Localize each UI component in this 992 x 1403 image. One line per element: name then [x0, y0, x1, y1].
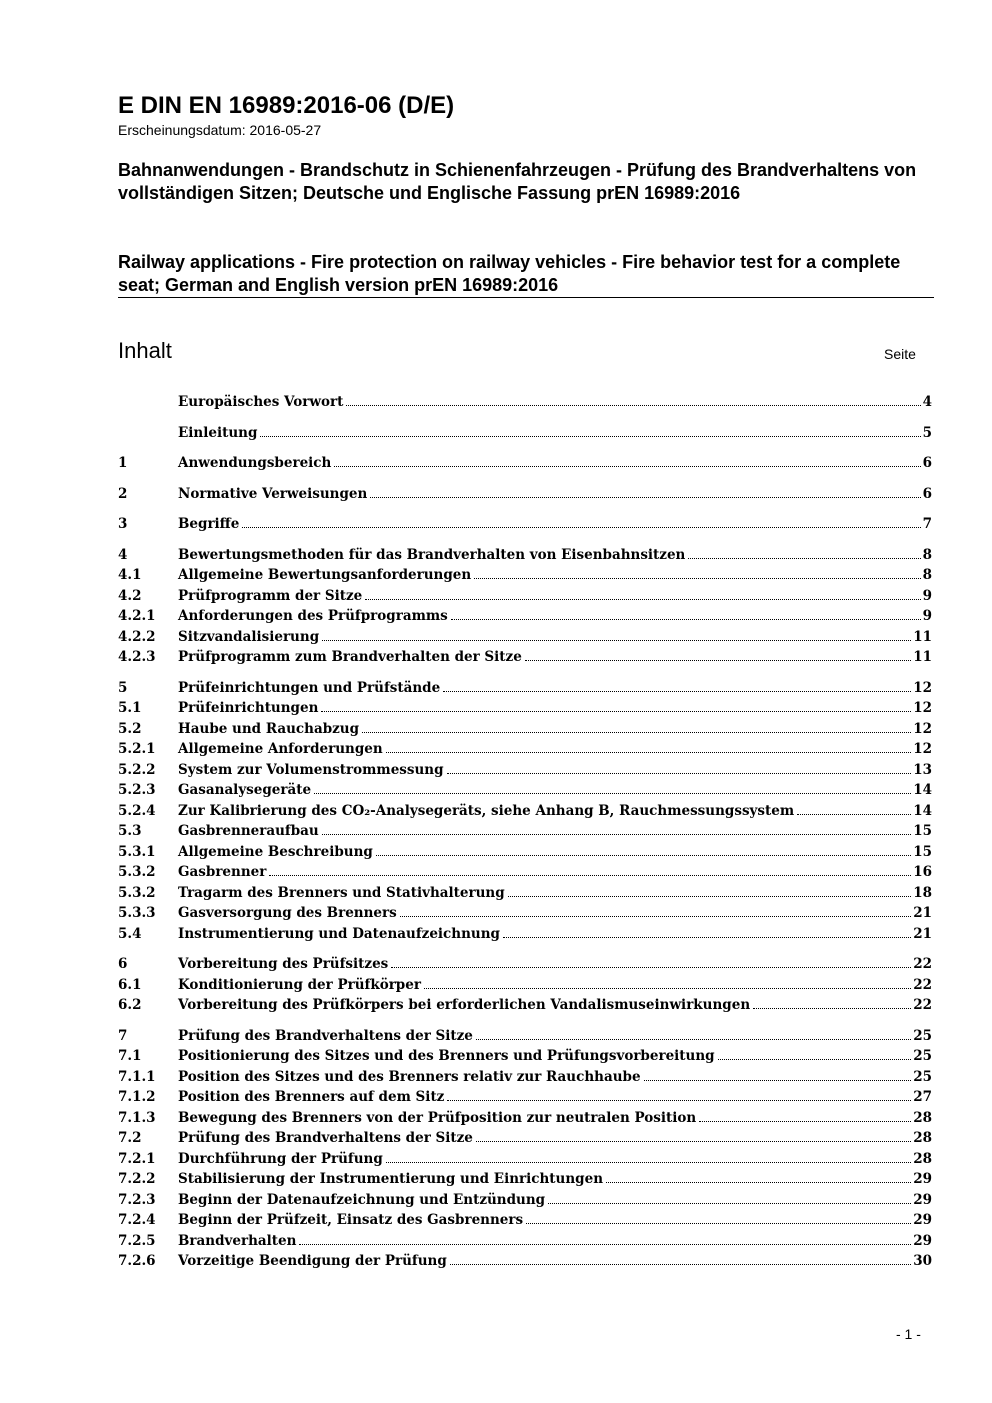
toc-entry-page: 25	[913, 1027, 932, 1044]
toc-entry[interactable]	[118, 905, 932, 926]
toc-entry[interactable]	[118, 649, 932, 670]
german-title: Bahnanwendungen - Brandschutz in Schienenfahrzeugen - Prüfung des Brandverhaltens von vollständigen Sitzen; Deutsche und Englische Fassung prEN 16989:2016	[118, 160, 917, 203]
toc-entry-title: Allgemeine Bewertungsanforderungen	[178, 567, 472, 583]
toc-dot-leader	[447, 1100, 911, 1101]
toc-entry-number: 5	[118, 679, 128, 696]
toc-entry-number: 7.2.2	[118, 1171, 156, 1187]
toc-entry-page: 27	[913, 1089, 932, 1105]
toc-entry-title: Begriffe	[178, 516, 240, 532]
toc-entry-page: 14	[913, 802, 932, 819]
toc-entry-page: 14	[913, 782, 932, 798]
toc-entry-title: Anforderungen des Prüfprogramms	[178, 608, 448, 624]
toc-entry-number: 5.4	[118, 925, 142, 942]
toc-entry-page: 21	[913, 905, 932, 921]
toc-entry-title: Prüfprogramm zum Brandverhalten der Sitze	[178, 649, 522, 665]
toc-entry-title: Tragarm des Brenners und Stativhalterung	[178, 884, 505, 901]
toc-entry-page: 25	[913, 1048, 932, 1064]
toc-entry[interactable]	[118, 1171, 932, 1192]
toc-entry[interactable]	[118, 956, 932, 977]
toc-entry-title: Vorzeitige Beendigung der Prüfung	[178, 1253, 447, 1269]
toc-dot-leader	[260, 436, 920, 437]
toc-dot-leader	[242, 527, 920, 528]
toc-entry-number: 5.3.2	[118, 864, 156, 880]
toc-entry-number: 6	[118, 956, 128, 972]
toc-entry-number: 4.2.1	[118, 608, 156, 624]
toc-dot-leader	[346, 405, 920, 406]
toc-dot-leader	[299, 1244, 911, 1245]
toc-entry-number: 4.2.3	[118, 649, 156, 665]
toc-dot-leader	[526, 1223, 911, 1224]
toc-entry-title: Gasversorgung des Brenners	[178, 905, 397, 921]
toc-entry-title: Normative Verweisungen	[178, 485, 368, 502]
toc-dot-leader	[508, 896, 912, 897]
toc-entry[interactable]	[118, 844, 932, 865]
toc-entry-number: 7.1.2	[118, 1089, 156, 1105]
toc-entry-title: Vorbereitung des Prüfsitzes	[178, 956, 389, 972]
toc-entry-title: Position des Brenners auf dem Sitz	[178, 1089, 445, 1105]
toc-dot-leader	[718, 1059, 912, 1060]
toc-entry-page: 12	[913, 700, 932, 716]
toc-entry-page: 4	[922, 394, 932, 410]
toc-entry[interactable]	[118, 486, 932, 507]
toc-entry[interactable]	[118, 700, 932, 721]
toc-entry-page: 29	[913, 1212, 932, 1228]
title-divider	[118, 297, 934, 298]
toc-entry-number: 5.1	[118, 700, 142, 716]
toc-entry-page: 13	[913, 761, 932, 778]
toc-entry[interactable]	[118, 864, 932, 885]
toc-entry-page: 16	[913, 864, 932, 880]
toc-entry[interactable]	[118, 455, 932, 476]
toc-entry-page: 8	[922, 546, 932, 563]
toc-entry-title: Europäisches Vorwort	[178, 394, 344, 410]
toc-entry-number: 4.2.2	[118, 628, 156, 645]
toc-entry[interactable]	[118, 629, 932, 650]
toc-entry[interactable]	[118, 721, 932, 742]
toc-entry[interactable]	[118, 762, 932, 783]
toc-entry-number: 5.2.4	[118, 802, 156, 819]
toc-entry-title: Vorbereitung des Prüfkörpers bei erforderlichen Vandalismuseinwirkungen	[178, 997, 751, 1013]
toc-dot-leader	[376, 855, 911, 856]
toc-entry-title: Sitzvandalisierung	[178, 628, 320, 645]
toc-entry[interactable]	[118, 680, 932, 701]
toc-entry-title: Konditionierung der Prüfkörper	[178, 976, 421, 993]
toc-entry-page: 8	[922, 567, 932, 583]
toc-entry-page: 15	[913, 843, 932, 860]
toc-entry[interactable]	[118, 1089, 932, 1110]
toc-heading: Inhalt	[118, 338, 172, 363]
toc-entry-title: Prüfprogramm der Sitze	[178, 587, 363, 604]
toc-entry-number: 5.2.3	[118, 782, 156, 798]
toc-dot-leader	[443, 691, 911, 692]
toc-entry[interactable]	[118, 547, 932, 568]
english-title: Railway applications - Fire protection on railway vehicles - Fire behavior test for a complete seat; German and English version prEN 16989:2016	[118, 252, 901, 295]
toc-entry-number: 7.1	[118, 1048, 142, 1064]
toc-dot-leader	[476, 1141, 911, 1142]
toc-dot-leader	[474, 578, 920, 579]
toc-entry[interactable]	[118, 803, 932, 824]
toc-entry[interactable]	[118, 926, 932, 947]
toc-entry-page: 11	[913, 628, 932, 645]
toc-entry-number: 4.1	[118, 567, 142, 583]
toc-page-column-label: Seite	[884, 346, 916, 362]
toc-entry-page: 15	[913, 823, 932, 839]
toc-dot-leader	[370, 497, 920, 498]
toc-entry-number: 4	[118, 546, 128, 563]
toc-entry-title: Brandverhalten	[178, 1232, 297, 1249]
toc-entry-title: Stabilisierung der Instrumentierung und Einrichtungen	[178, 1171, 604, 1187]
toc-entry-page: 9	[922, 587, 932, 604]
toc-entry-number: 6.1	[118, 976, 142, 993]
toc-entry-number: 6.2	[118, 997, 142, 1013]
toc-dot-leader	[525, 660, 911, 661]
toc-entry[interactable]	[118, 885, 932, 906]
toc-entry-page: 12	[913, 679, 932, 696]
toc-entry-number: 1	[118, 455, 128, 471]
toc-entry[interactable]	[118, 1212, 932, 1233]
toc-entry-page: 18	[913, 884, 932, 901]
toc-entry-number: 5.3.1	[118, 843, 156, 860]
toc-entry-title: Zur Kalibrierung des CO₂-Analysegeräts, siehe Anhang B, Rauchmessungssystem	[178, 802, 795, 819]
toc-entry-title: Beginn der Datenaufzeichnung und Entzündung	[178, 1191, 546, 1208]
toc-entry-page: 29	[913, 1171, 932, 1187]
toc-dot-leader	[451, 619, 921, 620]
toc-entry-page: 22	[913, 976, 932, 993]
toc-entry-page: 22	[913, 997, 932, 1013]
toc-entry-number: 2	[118, 485, 128, 502]
toc-entry-number: 7	[118, 1027, 128, 1044]
toc-entry[interactable]	[118, 588, 932, 609]
toc-dot-leader	[797, 814, 911, 815]
toc-entry[interactable]	[118, 1048, 932, 1069]
toc-entry-page: 6	[922, 455, 932, 471]
toc-entry-page: 6	[922, 485, 932, 502]
toc-dot-leader	[699, 1121, 911, 1122]
toc-entry-number: 5.2.1	[118, 741, 156, 757]
toc-entry[interactable]	[118, 977, 932, 998]
publication-date: Erscheinungsdatum: 2016-05-27	[118, 122, 322, 138]
toc-entry-page: 7	[922, 516, 932, 532]
toc-entry-page: 28	[913, 1109, 932, 1126]
toc-entry-page: 12	[913, 720, 932, 737]
toc-entry-title: Bewegung des Brenners von der Prüfposition zur neutralen Position	[178, 1109, 697, 1126]
toc-entry-number: 7.1.3	[118, 1109, 156, 1126]
toc-entry-page: 22	[913, 956, 932, 972]
toc-entry-number: 5.2	[118, 720, 142, 737]
toc-entry-page: 30	[913, 1253, 932, 1269]
toc-dot-leader	[362, 732, 911, 733]
toc-dot-leader	[334, 466, 920, 467]
toc-entry[interactable]	[118, 1130, 932, 1151]
toc-dot-leader	[753, 1008, 911, 1009]
toc-entry-title: Beginn der Prüfzeit, Einsatz des Gasbrenners	[178, 1212, 524, 1228]
toc-entry-title: Gasbrenner	[178, 864, 267, 880]
toc-entry[interactable]	[118, 1192, 932, 1213]
toc-entry[interactable]	[118, 1253, 932, 1274]
toc-dot-leader	[269, 875, 911, 876]
toc-dot-leader	[391, 967, 911, 968]
toc-entry[interactable]	[118, 1028, 932, 1049]
toc-dot-leader	[322, 640, 911, 641]
toc-entry-number: 7.2.4	[118, 1212, 156, 1228]
toc-entry-number: 7.1.1	[118, 1068, 156, 1085]
toc-entry[interactable]	[118, 997, 932, 1018]
toc-dot-leader	[400, 916, 911, 917]
toc-entry[interactable]	[118, 782, 932, 803]
toc-dot-leader	[644, 1080, 912, 1081]
toc-entry-page: 29	[913, 1191, 932, 1208]
toc-entry[interactable]	[118, 394, 932, 415]
toc-dot-leader	[476, 1039, 911, 1040]
toc-entry[interactable]	[118, 1151, 932, 1172]
toc-entry-title: Allgemeine Beschreibung	[178, 843, 373, 860]
toc-dot-leader	[322, 834, 911, 835]
toc-entry-page: 12	[913, 741, 932, 757]
toc-entry-title: Haube und Rauchabzug	[178, 720, 360, 737]
toc-dot-leader	[365, 599, 920, 600]
toc-entry-number: 7.2.6	[118, 1253, 156, 1269]
toc-dot-leader	[424, 988, 911, 989]
toc-entry-title: Bewertungsmethoden für das Brandverhalten von Eisenbahnsitzen	[178, 546, 686, 563]
toc-dot-leader	[386, 1162, 911, 1163]
toc-entry-number: 7.2.3	[118, 1191, 156, 1208]
toc-entry-title: Gasanalysegeräte	[178, 782, 312, 798]
toc-entry-title: Instrumentierung und Datenaufzeichnung	[178, 925, 500, 942]
toc-entry[interactable]	[118, 425, 932, 446]
toc-dot-leader	[450, 1264, 911, 1265]
toc-entry-number: 5.3	[118, 823, 142, 839]
toc-entry-number: 7.2.1	[118, 1150, 156, 1167]
toc-dot-leader	[386, 752, 912, 753]
page-number: - 1 -	[896, 1326, 921, 1342]
toc-dot-leader	[447, 773, 912, 774]
toc-dot-leader	[606, 1182, 911, 1183]
toc-entry-page: 28	[913, 1150, 932, 1167]
toc-entry-number: 5.3.2	[118, 884, 156, 901]
toc-entry-title: System zur Volumenstrommessung	[178, 761, 444, 778]
toc-entry-title: Durchführung der Prüfung	[178, 1150, 383, 1167]
toc-entry-number: 5.2.2	[118, 761, 156, 778]
toc-dot-leader	[321, 711, 911, 712]
toc-entry-page: 28	[913, 1130, 932, 1146]
toc-entry-title: Allgemeine Anforderungen	[178, 741, 383, 757]
toc-entry[interactable]	[118, 516, 932, 537]
toc-entry-page: 25	[913, 1068, 932, 1085]
toc-entry-page: 5	[922, 424, 932, 441]
toc-entry-title: Positionierung des Sitzes und des Brenners und Prüfungsvorbereitung	[178, 1048, 715, 1064]
toc-entry-title: Prüfung des Brandverhaltens der Sitze	[178, 1027, 473, 1044]
toc-dot-leader	[503, 937, 911, 938]
document-title: E DIN EN 16989:2016-06 (D/E)	[118, 92, 455, 119]
toc-entry[interactable]	[118, 1233, 932, 1254]
toc-entry-page: 29	[913, 1232, 932, 1249]
toc-entry-title: Prüfung des Brandverhaltens der Sitze	[178, 1130, 473, 1146]
toc-dot-leader	[548, 1203, 911, 1204]
toc-entry[interactable]	[118, 1110, 932, 1131]
table-of-contents	[118, 394, 932, 1274]
toc-entry-number: 7.2	[118, 1130, 142, 1146]
toc-entry[interactable]	[118, 567, 932, 588]
toc-dot-leader	[314, 793, 911, 794]
toc-dot-leader	[688, 558, 920, 559]
toc-entry[interactable]	[118, 1069, 932, 1090]
toc-entry-number: 7.2.5	[118, 1232, 156, 1249]
toc-entry-title: Prüfeinrichtungen und Prüfstände	[178, 679, 441, 696]
toc-entry-title: Prüfeinrichtungen	[178, 700, 319, 716]
toc-entry-page: 9	[922, 608, 932, 624]
toc-entry[interactable]	[118, 823, 932, 844]
toc-entry-title: Anwendungsbereich	[178, 455, 332, 471]
toc-entry-page: 11	[913, 649, 932, 665]
toc-entry-title: Position des Sitzes und des Brenners relativ zur Rauchhaube	[178, 1068, 641, 1085]
toc-entry-number: 3	[118, 516, 128, 532]
toc-entry[interactable]	[118, 741, 932, 762]
toc-entry-number: 4.2	[118, 587, 142, 604]
toc-entry[interactable]	[118, 608, 932, 629]
toc-entry-page: 21	[913, 925, 932, 942]
toc-entry-number: 5.3.3	[118, 905, 156, 921]
toc-entry-title: Gasbrenneraufbau	[178, 823, 319, 839]
toc-entry-title: Einleitung	[178, 424, 258, 441]
